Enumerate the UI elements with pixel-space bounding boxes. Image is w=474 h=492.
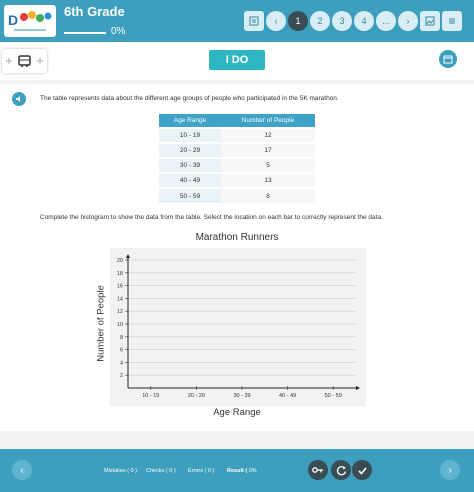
calendar-button[interactable] xyxy=(439,50,457,68)
x-axis-title: Age Range xyxy=(213,407,261,418)
y-tick-label: 16 xyxy=(116,283,123,290)
image-button[interactable] xyxy=(420,11,440,31)
y-tick-label: 20 xyxy=(116,258,123,264)
more-pages-button[interactable]: ... xyxy=(376,11,396,31)
chevron-right-icon: › xyxy=(406,16,410,26)
chevron-right-icon: › xyxy=(448,464,452,476)
y-axis-arrow xyxy=(126,254,130,258)
table-row: 40 - 49 13 xyxy=(159,173,315,188)
mistakes-stat: Mistakes ( 0 ) xyxy=(104,468,138,474)
book-icon xyxy=(249,16,259,26)
errors-stat: Errors ( 0 ) xyxy=(188,468,215,474)
table-header-age: Age Range xyxy=(159,114,221,128)
prev-question-button[interactable] xyxy=(12,460,32,480)
table-header-count: Number of People xyxy=(221,114,315,128)
chevron-left-icon: ‹ xyxy=(274,16,278,26)
question-instruction: Complete the histogram to show the data from the table. Select the location on each bar to correctly represent the data. xyxy=(40,214,383,221)
check-button[interactable] xyxy=(352,460,372,480)
section-label: I DO xyxy=(209,50,265,70)
checks-stat: Checks ( 0 ) xyxy=(146,468,176,474)
bus-icon xyxy=(19,56,30,67)
prev-page-button[interactable] xyxy=(266,11,286,31)
y-tick-label: 18 xyxy=(116,270,123,277)
x-tick-label: 10 - 19 xyxy=(142,393,160,399)
page-3-button[interactable]: 3 xyxy=(332,11,352,31)
toolbox-widget[interactable] xyxy=(2,49,47,73)
drag-handle-icon[interactable] xyxy=(6,58,43,64)
progress-percent: 0% xyxy=(111,26,126,37)
table-row: 50 - 59 8 xyxy=(159,188,315,203)
histogram-chart[interactable] xyxy=(110,248,366,406)
chart-title: Marathon Runners xyxy=(195,232,279,243)
table-row: 20 - 29 17 xyxy=(159,143,315,158)
page-2-button[interactable]: 2 xyxy=(310,11,330,31)
audio-button[interactable] xyxy=(12,92,26,106)
checkmark-icon xyxy=(357,465,368,476)
calendar-icon xyxy=(443,54,453,64)
x-tick-label: 50 - 59 xyxy=(324,393,342,399)
y-tick-label: 6 xyxy=(119,347,123,354)
book-button[interactable] xyxy=(244,11,264,31)
y-axis-title: Number of People xyxy=(95,285,107,362)
result-stat: Result ( 0% xyxy=(227,468,257,474)
y-tick-label: 8 xyxy=(119,334,123,341)
x-tick-label: 20 - 29 xyxy=(187,393,205,399)
chevron-left-icon: ‹ xyxy=(20,464,24,476)
key-icon xyxy=(312,465,324,475)
menu-icon xyxy=(447,16,457,26)
x-axis-arrow xyxy=(356,386,360,390)
next-page-button[interactable] xyxy=(398,11,418,31)
menu-button[interactable] xyxy=(442,11,462,31)
y-tick-label: 2 xyxy=(119,373,123,380)
refresh-icon xyxy=(336,465,347,476)
progress-bar xyxy=(64,32,106,34)
speaker-icon xyxy=(15,95,23,103)
image-icon xyxy=(425,16,435,26)
page-4-button[interactable]: 4 xyxy=(354,11,374,31)
page-1-button[interactable]: 1 xyxy=(288,11,308,31)
y-tick-label: 14 xyxy=(116,296,123,303)
svg-text:D: D xyxy=(8,12,19,28)
y-tick-label: 12 xyxy=(116,309,123,316)
x-tick-label: 40 - 49 xyxy=(279,393,297,399)
question-prompt: The table represents data about the different age groups of people who participated in the 5K marathon. xyxy=(40,95,339,102)
x-tick-label: 30 - 39 xyxy=(233,393,251,399)
histogram-area xyxy=(110,248,366,406)
app-logo xyxy=(4,5,56,37)
table-row: 10 - 19 12 xyxy=(159,128,315,143)
grade-title: 6th Grade xyxy=(64,4,125,19)
y-tick-label: 10 xyxy=(116,322,123,328)
y-tick-label: 4 xyxy=(119,360,123,367)
hint-key-button[interactable] xyxy=(308,460,328,480)
reset-button[interactable] xyxy=(331,460,351,480)
next-question-button[interactable] xyxy=(440,460,460,480)
data-table xyxy=(159,114,315,203)
table-row: 30 - 39 5 xyxy=(159,158,315,173)
